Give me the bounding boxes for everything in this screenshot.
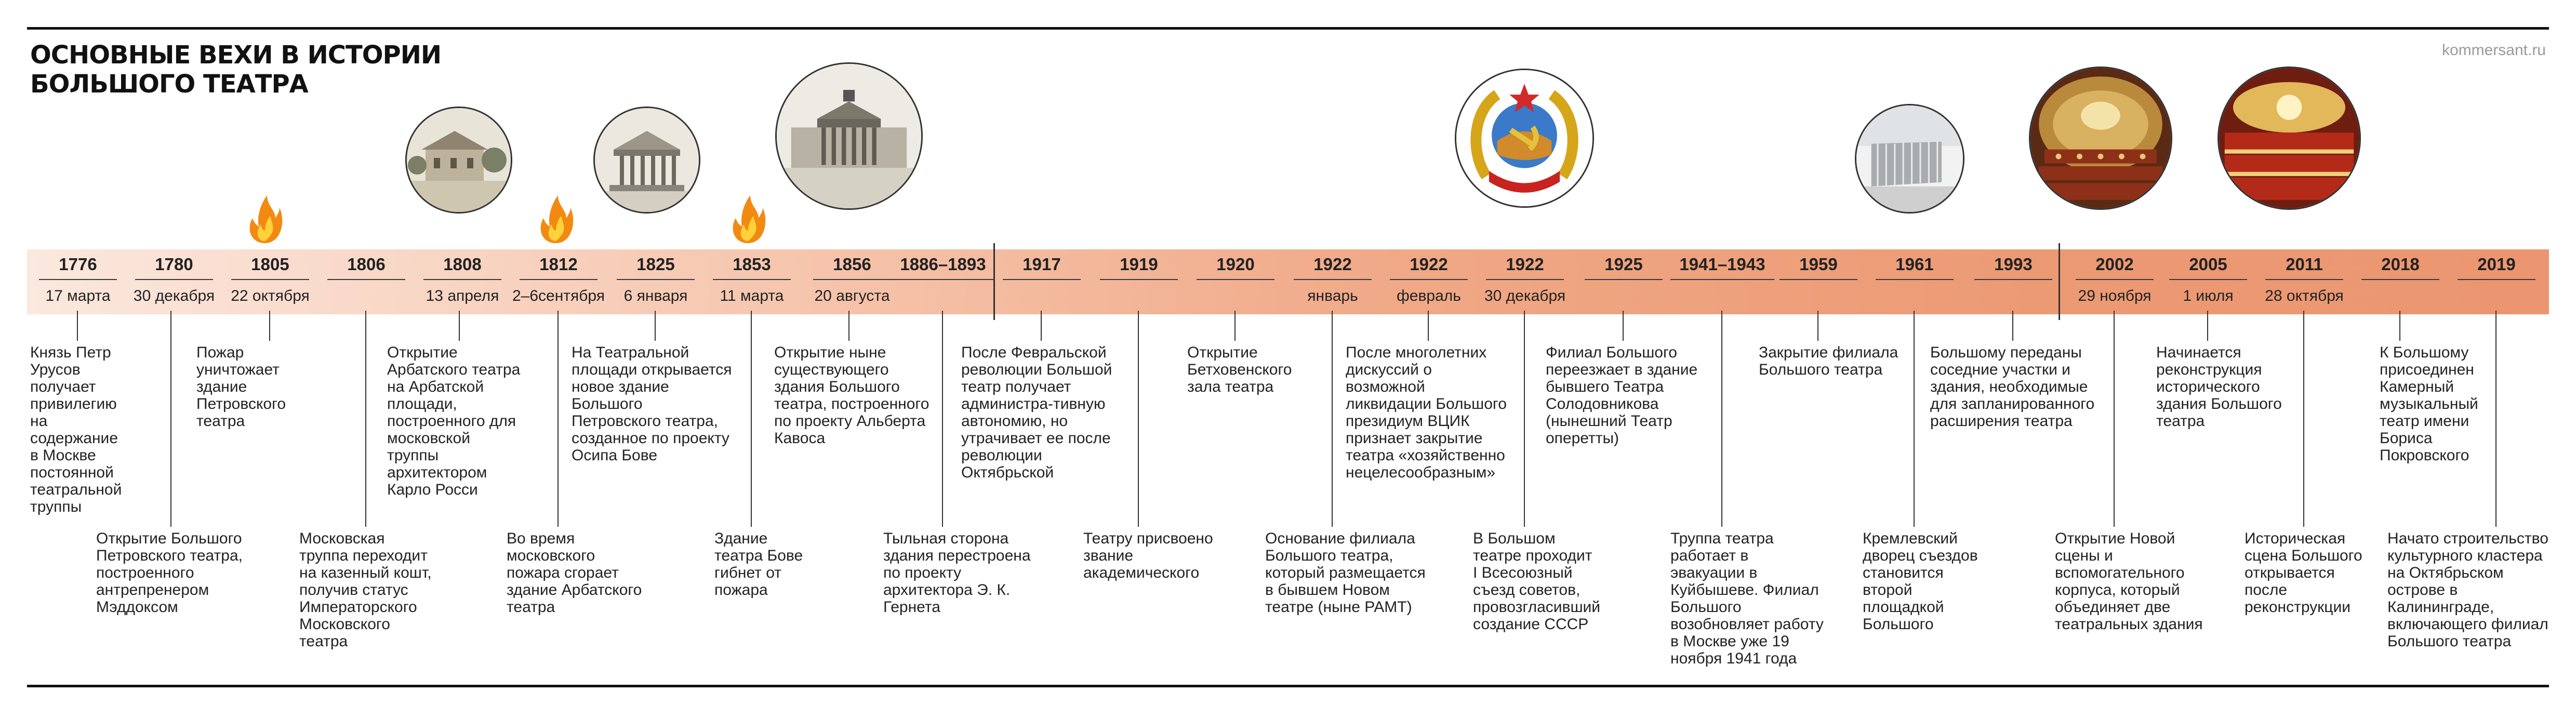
milestone-year: 1856: [833, 255, 871, 274]
year-underline: [1100, 279, 1178, 280]
milestone-year: 2002: [2095, 255, 2134, 274]
milestone-connector: [557, 311, 559, 527]
milestone-connector: [848, 311, 849, 341]
milestone-description: Большому переданы соседние участки и здания, необходимые для запланированного расширения театра: [1930, 344, 2095, 430]
milestone-year: 1808: [443, 255, 482, 274]
fire-icon-1853: [727, 183, 769, 245]
milestone-connector: [1041, 311, 1042, 341]
year-underline: [1390, 279, 1468, 280]
milestone-year: 1919: [1120, 255, 1158, 274]
milestone-year: 2011: [2286, 255, 2323, 274]
milestone-description: Во время московского пожара сгорает здание Арбатского театра: [507, 530, 642, 616]
milestone-date: 22 октября: [231, 287, 310, 304]
milestone-date: 1 июля: [2183, 287, 2234, 304]
milestone-year: 1886–1893: [900, 255, 986, 274]
milestone-year: 1922: [1410, 255, 1448, 274]
milestone-date: 2–6сентября: [512, 287, 605, 304]
milestone-description: Труппа театра работает в эвакуации в Куйбышеве. Филиал Большого возобновляет работу в Москве уже 19 ноября 1941 года: [1670, 530, 1824, 667]
milestone-year: 1925: [1604, 255, 1643, 274]
milestone-connector: [365, 311, 366, 527]
milestone-date: январь: [1307, 287, 1358, 304]
year-underline: [135, 279, 213, 280]
bolshoi-auditorium-icon: [2218, 67, 2361, 210]
milestone-description: Начинается реконструкция исторического здания Большого театра: [2156, 344, 2282, 430]
milestone-date: 17 марта: [45, 287, 111, 304]
milestone-connector: [77, 311, 78, 341]
milestone-year: 1812: [539, 255, 578, 274]
milestone-connector: [2012, 311, 2013, 341]
milestone-description: После многолетних дискуссий о возможной ликвидации Большого президиум ВЦИК признает закрытие театра «хозяйственно нецелесообразным»: [1346, 344, 1507, 481]
year-underline: [891, 279, 995, 280]
milestone-description: Открытие Новой сцены и вспомогательного корпуса, который объединяет две театральных здания: [2055, 530, 2203, 633]
milestone-description: Московская труппа переходит на казенный кошт, получив статус Императорского Московского театра: [299, 530, 432, 650]
milestone-year: 1776: [59, 255, 97, 274]
year-underline: [1974, 279, 2052, 280]
year-underline: [520, 279, 597, 280]
milestone-connector: [751, 311, 752, 527]
title-line-1: ОСНОВНЫЕ ВЕХИ В ИСТОРИИ: [30, 41, 442, 70]
milestone-year: 1920: [1216, 255, 1255, 274]
top-rule: [27, 27, 2549, 30]
milestone-description: К Большому присоединен Камерный музыкальный театр имени Бориса Покровского: [2380, 344, 2478, 464]
milestone-connector: [2303, 311, 2304, 527]
milestone-connector: [2495, 311, 2497, 527]
source-credit: kommersant.ru: [2441, 42, 2546, 59]
year-underline: [1294, 279, 1372, 280]
milestone-year: 1780: [155, 255, 193, 274]
milestone-connector: [1817, 311, 1818, 341]
milestone-connector: [942, 311, 943, 527]
bolshoi-building-icon: [775, 62, 923, 210]
milestone-description: На Театральной площади открывается новое здание Большого Петровского театра, созданное по проекту Осипа Бове: [572, 344, 732, 464]
era-separator: [2059, 243, 2060, 320]
fire-icon-1805: [244, 183, 286, 245]
milestone-description: Открытие ныне существующего здания Большого театра, построенного по проекту Альберта Кавоса: [774, 344, 930, 447]
milestone-date: 30 декабря: [133, 287, 215, 304]
milestone-year: 1922: [1313, 255, 1352, 274]
year-underline: [327, 279, 405, 280]
page-title: [30, 41, 441, 99]
milestone-year: 1805: [251, 255, 289, 274]
milestone-year: 1922: [1506, 255, 1544, 274]
year-underline: [1876, 279, 1954, 280]
milestone-description: После Февральской революции Большой театр получает администра-тивную автономию, но утрачивает ее после революции Октябрьской: [961, 344, 1112, 481]
year-underline: [713, 279, 791, 280]
milestone-description: Начато строительство культурного кластера на Октябрьском острове в Калининграде, включающего филиал Большого театра: [2387, 530, 2548, 650]
milestone-connector: [1428, 311, 1429, 341]
milestone-connector: [655, 311, 656, 341]
milestone-description: Тыльная сторона здания перестроена по проекту архитектора Э. К. Гернета: [883, 530, 1031, 616]
year-underline: [1486, 279, 1564, 280]
milestone-description: Кремлевский дворец съездов становится второй площадкой Большого: [1863, 530, 1978, 633]
milestone-description: Историческая сцена Большого открывается после реконструкции: [2245, 530, 2362, 616]
milestone-date: 11 марта: [720, 287, 784, 304]
milestone-connector: [1623, 311, 1624, 341]
milestone-year: 1825: [636, 255, 675, 274]
milestone-description: Пожар уничтожает здание Петровского театра: [196, 344, 286, 430]
year-underline: [231, 279, 309, 280]
year-underline: [2076, 279, 2154, 280]
year-underline: [2265, 279, 2343, 280]
year-underline: [1003, 279, 1081, 280]
milestone-connector: [170, 311, 171, 527]
timeline-bar: [27, 249, 2549, 314]
milestone-connector: [2114, 311, 2115, 527]
milestone-year: 1853: [733, 255, 771, 274]
milestone-description: В Большом театре проходит I Всесоюзный съезд советов, провозгласивший создание СССР: [1473, 530, 1601, 633]
year-underline: [423, 279, 501, 280]
milestone-year: 1806: [347, 255, 386, 274]
milestone-date: 20 августа: [814, 287, 890, 304]
year-underline: [39, 279, 117, 280]
bove-theatre-icon: [593, 107, 700, 214]
bolshoi-hall-icon: [2029, 67, 2172, 210]
year-underline: [1780, 279, 1857, 280]
milestone-description: Здание театра Бове гибнет от пожара: [714, 530, 803, 599]
milestone-connector: [269, 311, 270, 341]
milestone-connector: [1234, 311, 1236, 341]
milestone-year: 1941–1943: [1679, 255, 1765, 274]
kremlin-palace-icon: [1855, 104, 1964, 214]
milestone-connector: [1721, 311, 1722, 527]
year-underline: [617, 279, 695, 280]
milestone-description: Закрытие филиала Большого театра: [1759, 344, 1898, 378]
milestone-description: Открытие Большого Петровского театра, построенного антрепренером Мэддоксом: [96, 530, 243, 616]
arbat-theatre-icon: [405, 107, 512, 214]
milestone-connector: [2399, 311, 2400, 341]
milestone-date: февраль: [1397, 287, 1461, 304]
milestone-description: Открытие Бетховенского зала театра: [1187, 344, 1292, 395]
milestone-connector: [2207, 311, 2208, 341]
milestone-description: Открытие Арбатского театра на Арбатской площади, построенного для московской труппы архитектором Карло Росси: [387, 344, 521, 498]
milestone-connector: [1524, 311, 1525, 527]
bottom-rule: [27, 685, 2549, 687]
milestone-date: 29 ноября: [2078, 287, 2152, 304]
milestone-date: 6 января: [623, 287, 688, 304]
era-separator: [993, 243, 995, 320]
milestone-description: Князь Петр Урусов получает привилегию на содержание в Москве постоянной театральной труппы: [30, 344, 122, 515]
milestone-year: 1959: [1799, 255, 1838, 274]
milestone-connector: [1332, 311, 1333, 527]
milestone-description: Основание филиала Большого театра, который размещается в бывшем Новом театре (ныне РАМТ): [1265, 530, 1426, 616]
milestone-date: 13 апреля: [426, 287, 499, 304]
title-line-2: БОЛЬШОГО ТЕАТРА: [30, 70, 308, 99]
milestone-connector: [1914, 311, 1915, 527]
milestone-connector: [1138, 311, 1139, 527]
fire-icon-1812: [535, 183, 577, 245]
milestone-year: 2018: [2381, 255, 2420, 274]
year-underline: [1670, 279, 1774, 280]
ussr-emblem-icon: [1455, 69, 1594, 208]
year-underline: [2169, 279, 2247, 280]
year-underline: [1197, 279, 1274, 280]
year-underline: [2361, 279, 2439, 280]
milestone-year: 1961: [1895, 255, 1934, 274]
milestone-date: 30 декабря: [1484, 287, 1566, 304]
milestone-description: Театру присвоено звание академического: [1083, 530, 1213, 581]
year-underline: [813, 279, 891, 280]
milestone-year: 1917: [1023, 255, 1061, 274]
year-underline: [2458, 279, 2535, 280]
milestone-year: 1993: [1994, 255, 2033, 274]
milestone-connector: [459, 311, 460, 341]
milestone-year: 2019: [2477, 255, 2516, 274]
year-underline: [1585, 279, 1663, 280]
milestone-date: 28 октября: [2265, 287, 2344, 304]
milestone-description: Филиал Большого переезжает в здание бывшего Театра Солодовникова (нынешний Театр оперетты): [1546, 344, 1698, 447]
milestone-year: 2005: [2189, 255, 2227, 274]
